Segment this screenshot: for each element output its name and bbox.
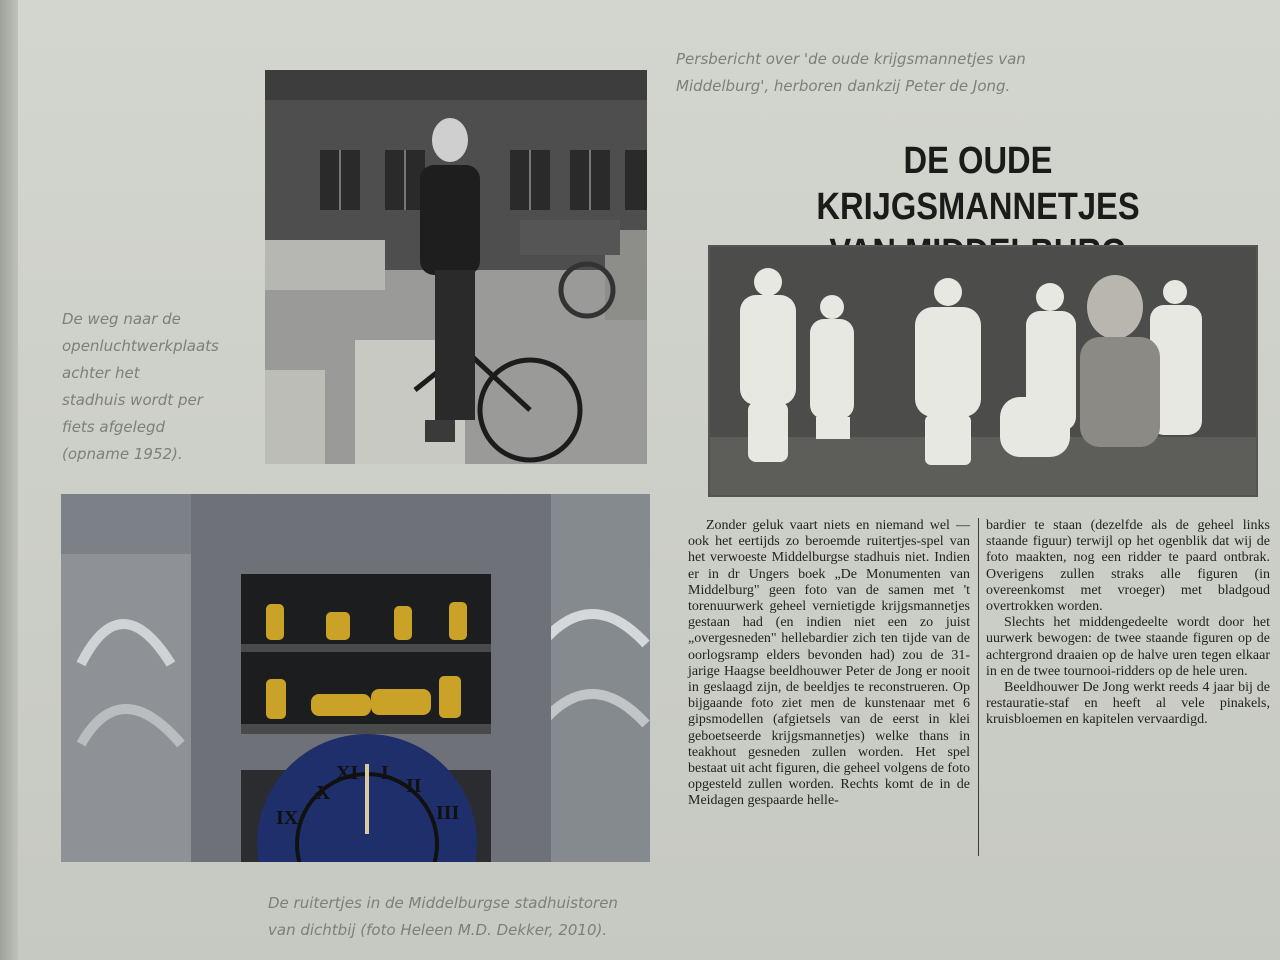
svg-text:II: II [406, 775, 422, 797]
page-edge-shadow [0, 0, 18, 960]
article-column-1 [688, 518, 970, 810]
headline-line1: DE OUDE KRIJGSMANNETJES [816, 140, 1140, 228]
svg-text:I: I [381, 762, 389, 784]
tower-caption [268, 890, 688, 944]
article-column-1-text: Zonder geluk vaart niets en niemand wel — ook het eertijds zo beroemde ruitertjes-spel van het verwoeste Middelburgse stadhuis niet. Indien er in dr Ungers boek „De Monumenten van Middelburg" geen foto van de samen met 't torenuurwerk geheel vernietigde krijgsmannetjes gestaan had (en indien niet een zo juist „overgesneden" hellebardier zich ten tijde van de oorlogsramp elders bevonden had) zou de 31-jarige Haagse beeldhouwer Peter de Jong er nooit in geslaagd zijn, de beeldjes te reconstrueren. Op bijgaande foto ziet men de kunstenaar met 6 gipsmodellen (afgietsels van de eerst in klei geboetseerde krijgsmannetjes) welke thans in teakhout gesneden zullen worden. Het spel bestaat uit acht figuren, die geheel volgens de foto opgesteld zullen worden. Rechts komt de in de Meidagen gespaarde helle- [688, 518, 970, 809]
tower-photo [61, 494, 650, 862]
article-column-2-p1: bardier te staan (dezelfde als de geheel links staande figuur) terwijl op het ogenblik dat wij de foto maakten, nog een ridder te paard ontbrak. Overigens zullen straks alle figuren (in overeenkomst met vroeger) met bladgoud overtrokken worden. [986, 518, 1270, 615]
svg-text:III: III [436, 802, 460, 824]
press-caption-line1: Persbericht over 'de oude krijgsmannetjes van [676, 50, 1026, 68]
bicycle-caption: De weg naar de openluchtwerkplaats achter het stadhuis wordt per fiets afgelegd (opname 1952). [62, 310, 219, 463]
svg-text:X: X [316, 782, 331, 804]
article-column-2-p2: Slechts het middengedeelte wordt door het uurwerk bewogen: de twee staande figuren op de achtergrond draaien op de halve uren tegen elkaar in en de twee tournooi-ridders op de hele uren. [986, 615, 1270, 679]
tower-caption-line1: De ruitertjes in de Middelburgse stadhuistoren [268, 894, 618, 912]
column-divider [978, 518, 979, 856]
svg-text:XI: XI [336, 762, 359, 784]
press-caption [676, 46, 1116, 100]
tower-caption-line2: van dichtbij (foto Heleen M.D. Dekker, 2010). [268, 921, 608, 939]
svg-text:IX: IX [276, 807, 299, 829]
article-column-2 [986, 518, 1270, 729]
press-caption-line2: Middelburg', herboren dankzij Peter de Jong. [676, 77, 1011, 95]
newspaper-photo [708, 245, 1258, 497]
article-column-2-p3: Beeldhouwer De Jong werkt reeds 4 jaar bij de restauratie-staf en heeft al vele pinakels, kruisbloemen en kapitelen vervaardigd. [986, 680, 1270, 728]
bicycle-photo [265, 70, 647, 464]
